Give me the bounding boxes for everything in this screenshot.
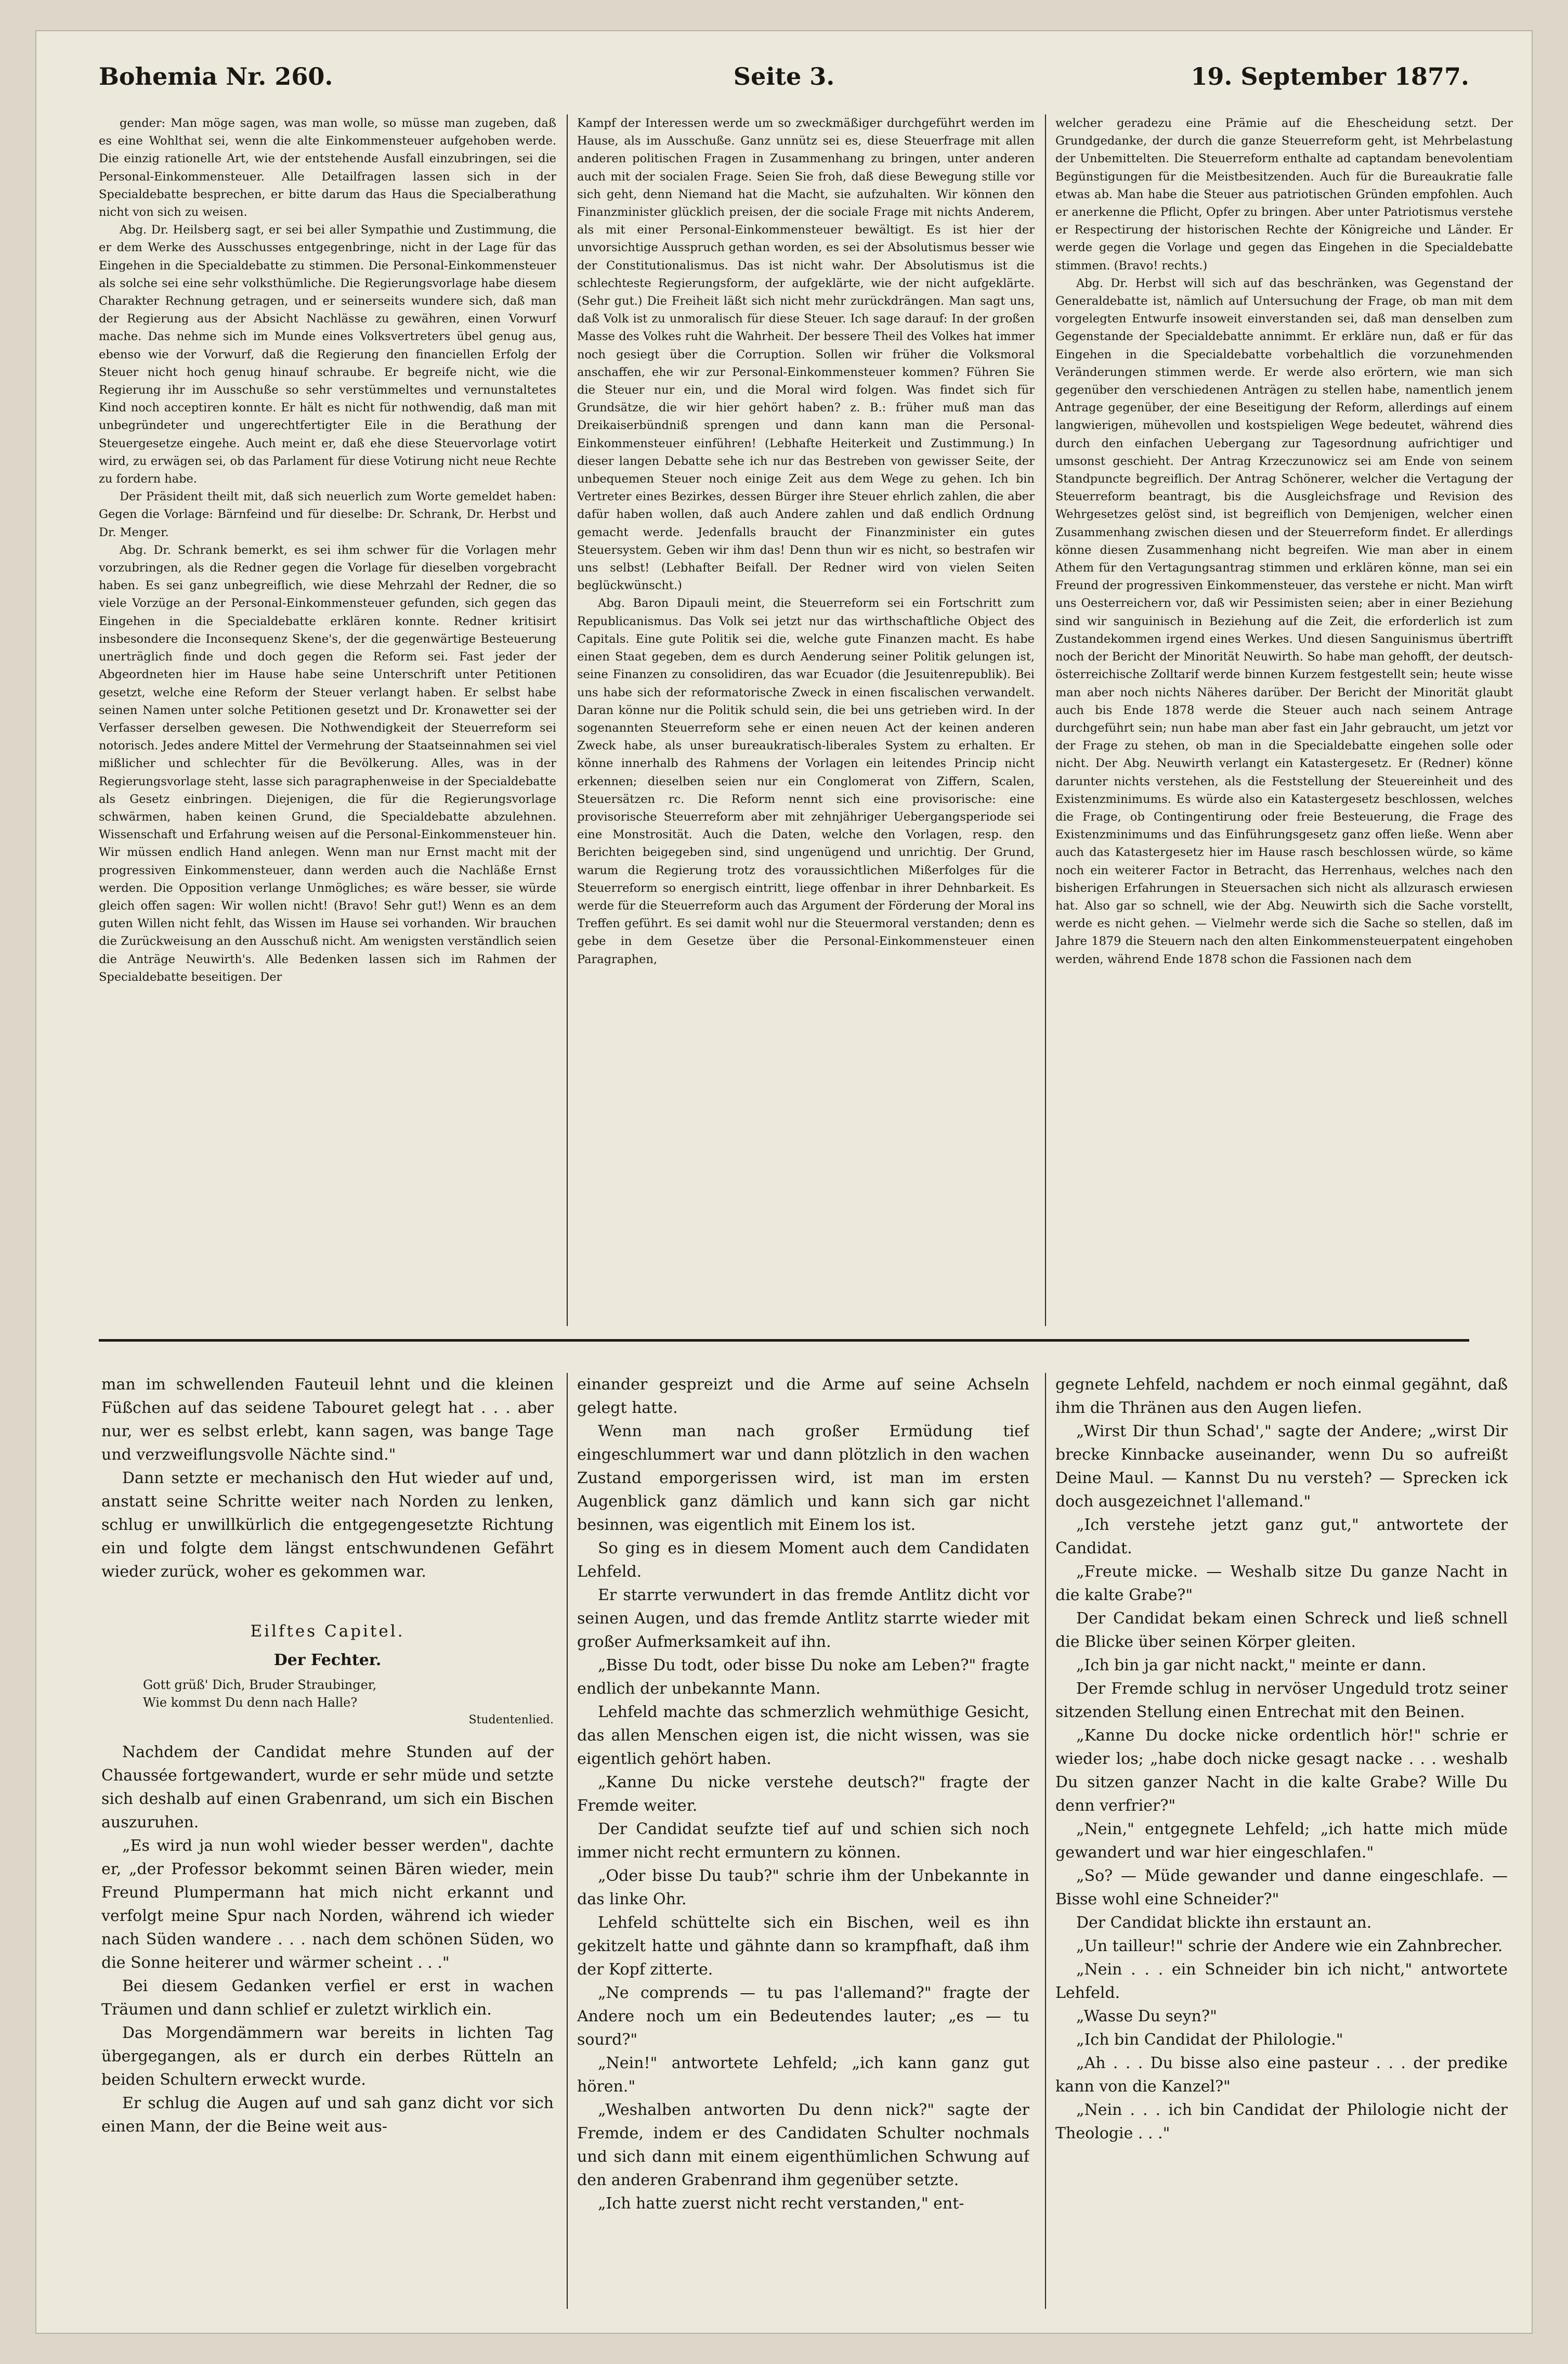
feuilleton-column-2	[577, 1373, 1029, 2309]
paragraph: Abg. Dr. Schrank bemerkt, es sei ihm schwer für die Vorlagen mehr vorzubringen, als die Redner gegen die Vorlage für dieselben vorgebracht haben. Es sei ganz unbegreiflich, wie diese Mehrzahl der Redner, die so viele Vorzüge an der Personal-Einkommensteuer gefunden, sich gegen das Eingehen in die Specialdebatte erklären konnte. Redner kritisirt insbesondere die Inconsequenz Skene's, der die gegenwärtige Besteuerung unerträglich finde und doch gegen die Reform sei. Fast jeder der Abgeordneten hier im Hause habe seine Unterschrift unter Petitionen gesetzt, welche eine Reform der Steuer verlangt haben. Er selbst habe seinen Namen unter solche Petitionen gesetzt und Dr. Kronawetter sei der Verfasser derselben gewesen. Die Nothwendigkeit der Steuerreform sei notorisch. Jedes andere Mittel der Vermehrung der Staatseinnahmen sei viel mißlicher und schlechter für die Bevölkerung. Alles, was in der Regierungsvorlage steht, lasse sich paragraphenweise in der Specialdebatte als Gesetz einbringen. Diejenigen, die für die Regierungsvorlage schwärmen, haben keinen Grund, die Specialdebatte abzulehnen. Wissenschaft und Erfahrung weisen auf die Personal-Einkommensteuer hin. Wir müssen endlich Hand anlegen. Wenn man nur Ernst macht mit der progressiven Einkommensteuer, dann werden auch die Nachläße Ernst werden. Die Opposition verlange Unmögliches; es wäre besser, sie würde gleich offen sagen: Wir wollen nicht! (Bravo! Sehr gut!) Wenn es an dem guten Willen nicht fehlt, das Wissen im Hause sei vorhanden. Wir brauchen die Zurückweisung an den Ausschuß nicht. Am wenigsten verständlich seien die Anträge Neuwirth's. Alle Bedenken lassen sich im Rahmen der Specialdebatte beseitigen. Der	[99, 543, 556, 984]
paragraph: Der Candidat seufzte tief auf und schien sich noch immer nicht recht ermuntern zu können.	[577, 1820, 1029, 1862]
paragraph: „Un tailleur!" schrie der Andere wie ein Zahnbrecher.	[1076, 1937, 1503, 1955]
page-number: Seite 3.	[733, 62, 835, 90]
motto-source: Studentenlied.	[468, 1713, 554, 1726]
column-divider	[1045, 114, 1046, 1326]
paragraph: „Freute micke. — Weshalb sitze Du ganze Nacht in die kalte Grabe?"	[1055, 1563, 1508, 1604]
paragraph: Der Candidat bekam einen Schreck und ließ schnell die Blicke über seinen Körper gleiten.	[1055, 1609, 1508, 1651]
report-column-3	[1055, 114, 1513, 1326]
paragraph: „Wirst Dir thun Schad'," sagte der Andere; „wirst Dir brecke Kinnbacke auseinander, wenn Du so aufreißt Deine Maul. — Kannst Du nu versteh? — Sprecken ick doch ausgezeichnet l'allemand."	[1055, 1422, 1508, 1511]
masthead	[99, 52, 1469, 99]
issue-number: Bohemia Nr. 260.	[99, 62, 333, 90]
feuilleton-column-3	[1055, 1373, 1508, 2309]
paragraph: „Nein . . . ein Schneider bin ich nicht," antwortete Lehfeld.	[1055, 1960, 1508, 2002]
paragraph: gegnete Lehfeld, nachdem er noch einmal gegähnt, daß ihm die Thränen aus den Augen liefen.	[1055, 1375, 1508, 1417]
paragraph: Abg. Baron Dipauli meint, die Steuerreform sei ein Fortschritt zum Republicanismus. Das Volk sei jetzt nur das wirthschaftliche Object des Capitals. Eine gute Politik sei die, welche gute Finanzen macht. Es habe einen Staat gegeben, dem es durch Aenderung seiner Politik gelungen ist, seine Finanzen zu consolidiren, das war Ecuador (die Jesuitenrepublik). Bei uns habe sich der reformatorische Zweck in einen fiscalischen verwandelt. Daran könne nur die Politik schuld sein, die bei uns getrieben wird. In der sogenannten Steuerreform sehe er einen neuen Act der keinen anderen Zweck habe, als unser bureaukratisch-liberales System zu erhalten. Er könne innerhalb des Rahmens der Vorlagen ein leitendes Princip nicht erkennen; dieselben seien nur ein Conglomerat von Ziffern, Scalen, Steuersätzen rc. Die Reform nennt sich eine provisorische: eine provisorische Steuerreform aber mit zehnjähriger Uebergangsperiode sei eine Monstrosität. Auch die Daten, welche den Vorlagen, resp. den Berichten beigegeben sind, sind ungenügend und unrichtig. Der Grund, warum die Regierung trotz des voraussichtlichen Mißerfolges für die Steuerreform so energisch eintritt, liege offenbar in ihrer Dehnbarkeit. Es werde für die Steuerreform auch das Argument der Förderung der Moral ins Treffen geführt. Es sei damit wohl nur die Steuermoral verstanden; denn es gebe in dem Gesetze über die Personal-Einkommensteuer einen Paragraphen,	[577, 596, 1035, 966]
paragraph: „Ich bin Candidat der Philologie."	[1076, 2031, 1343, 2049]
paragraph: Er starrte verwundert in das fremde Antlitz dicht vor seinen Augen, und das fremde Antlitz starrte wieder mit großer Aufmerksamkeit auf ihn.	[577, 1586, 1029, 1651]
paragraph: Dann setzte er mechanisch den Hut wieder auf und, anstatt seine Schritte weiter nach Norden zu lenken, schlug er unwillkürlich die entgegengesetzte Richtung ein und folgte dem längst entschwundenen Gefährt wieder zurück, woher es gekommen war.	[101, 1469, 554, 1581]
paragraph: man im schwellenden Fauteuil lehnt und die kleinen Füßchen auf das seidene Tabouret gelegt hat . . . aber nur, wer es selbst erlebt, kann sagen, was bange Tage und verzweiflungsvolle Nächte sind."	[101, 1375, 554, 1464]
paragraph: Kampf der Interessen werde um so zweckmäßiger durchgeführt werden im Hause, als im Ausschuße. Ganz unnütz sei es, diese Steuerfrage mit allen anderen politischen Fragen in Zusammenhang zu bringen, unter anderen auch mit der socialen Frage. Seien Sie froh, daß diese Bewegung stille vor sich geht, denn Niemand hat die Macht, sie aufzuhalten. Wir können den Finanzminister glücklich preisen, der die sociale Frage mit nichts Anderem, als mit einer Personal-Einkommensteuer bewältigt. Es ist hier der unvorsichtige Ausspruch gethan worden, es sei der Absolutismus besser wie der Constitutionalismus. Das ist nicht wahr. Der Absolutismus ist die schlechteste Regierungsform, der aufgeklärte, wie der nicht aufgeklärte. (Sehr gut.) Die Freiheit läßt sich nicht mehr zurückdrängen. Man sagt uns, daß Volk ist zu unmoralisch für diese Steuer. Ich sage darauf: In der großen Masse des Volkes ruht die Wahrheit. Der bessere Theil des Volkes hat immer noch gesiegt über die Corruption. Sollen wir früher die Volksmoral anschaffen, ehe wir zur Personal-Einkommensteuer kommen? Führen Sie die Steuer nur ein, und die Moral wird folgen. Was findet sich für Grundsätze, die wir hier gehört haben? z. B.: früher muß man das Dreikaiserbündniß sprengen und dann kann man die Personal-Einkommensteuer einführen! (Lebhafte Heiterkeit und Zustimmung.) In dieser langen Debatte sehe ich nur das Bestreben von gewisser Seite, der unbequemen Steuer noch einige Zeit aus dem Wege zu gehen. Ich bin Vertreter eines Bezirkes, dessen Bürger ihre Steuer ehrlich zahlen, die aber dafür haben wollen, daß auch Andere zahlen und daß endlich Ordnung gemacht werde. Jedenfalls braucht der Finanzminister ein gutes Steuersystem. Geben wir ihm das! Denn thun wir es nicht, so bestrafen wir uns selbst! (Lebhafter Beifall. Der Redner wird von vielen Seiten beglückwünscht.)	[577, 116, 1035, 593]
paragraph: „Weshalben antworten Du denn nick?" sagte der Fremde, indem er des Candidaten Schulter nochmals und sich dann mit einem eigenthümlichen Schwung auf den anderen Grabenrand ihm gegenüber setzte.	[577, 2101, 1029, 2189]
paragraph: Abg. Dr. Heilsberg sagt, er sei bei aller Sympathie und Zustimmung, die er dem Werke des Ausschusses entgegenbringe, nicht in der Lage für das Eingehen in die Specialdebatte zu stimmen. Die Personal-Einkommensteuer als solche sei eine sehr volksthümliche. Die Regierungsvorlage habe diesem Charakter Rechnung getragen, und er seinerseits wundere sich, daß man der Regierung aus der Absicht Nachlässe zu gewähren, einen Vorwurf mache. Das nehme sich im Munde eines Volksvertreters übel genug aus, ebenso wie der Vorwurf, daß die Regierung den financiellen Erfolg der Steuer nicht hoch genug hinauf schraube. Er begreife nicht, wie die Regierung ihr im Ausschuße so sehr verstümmeltes und vernunstaltetes Kind noch acceptiren konnte. Er hält es nicht für nothwendig, daß man mit unbegründeter und ungerechtfertigter Eile in die Berathung der Steuergesetze eingehe. Auch meint er, daß ehe diese Steuervorlage votirt wird, zu erwägen sei, ob das Parlament für diese Votirung nicht neue Rechte zu fordern habe.	[99, 223, 556, 486]
paragraph: „Nein," entgegnete Lehfeld; „ich hatte mich müde gewandert und war hier eingeschlafen."	[1055, 1820, 1508, 1862]
paragraph: „Ich bin ja gar nicht nackt," meinte er dann.	[1076, 1656, 1427, 1674]
report-column-1	[99, 114, 556, 1326]
paragraph: Lehfeld machte das schmerzlich wehmüthige Gesicht, das allen Menschen eigen ist, die nicht wissen, was sie eigentlich gehört haben.	[577, 1703, 1029, 1768]
column-divider	[1045, 1373, 1046, 2309]
chapter-motto	[101, 1676, 554, 1729]
paragraph: Lehfeld schüttelte sich ein Bischen, weil es ihn gekitzelt hatte und gähnte dann so krampfhaft, daß ihm der Kopf zitterte.	[577, 1914, 1029, 1979]
newspaper-page	[36, 31, 1532, 2333]
paragraph: „Ich verstehe jetzt ganz gut," antwortete der Candidat.	[1055, 1516, 1508, 1557]
paragraph: „Wasse Du seyn?"	[1076, 2007, 1217, 2025]
paragraph: „Nein . . . ich bin Candidat der Philologie nicht der Theologie . . ."	[1055, 2101, 1508, 2142]
column-divider	[567, 114, 568, 1326]
motto-line: Gott grüß' Dich, Bruder Straubinger,	[143, 1678, 377, 1692]
paragraph: „Kanne Du nicke verstehe deutsch?" fragte der Fremde weiter.	[577, 1773, 1029, 1815]
paragraph: Bei diesem Gedanken verfiel er erst in wachen Träumen und dann schlief er zuletzt wirklich ein.	[101, 1977, 554, 2019]
paragraph: Er schlug die Augen auf und sah ganz dicht vor sich einen Mann, der die Beine weit aus-	[101, 2094, 554, 2136]
paragraph: „Ne comprends — tu pas l'allemand?" fragte der Andere noch um ein Bedeutendes lauter; „es — tu sourd?"	[577, 1984, 1029, 2049]
paragraph: „Nein!" antwortete Lehfeld; „ich kann ganz gut hören."	[577, 2054, 1029, 2096]
paragraph: „Bisse Du todt, oder bisse Du noke am Leben?" fragte endlich der unbekannte Mann.	[577, 1656, 1029, 1698]
paragraph: welcher geradezu eine Prämie auf die Ehescheidung setzt. Der Grundgedanke, der durch die ganze Steuerreform geht, ist Mehrbelastung der Unbemittelten. Die Steuerreform enthalte ad captandam benevolentiam Begünstigungen für die Meistbesitzenden. Auch für die Bureaukratie falle etwas ab. Man habe die Steuer aus patriotischen Gründen empfohlen. Auch er anerkenne die Pflicht, Opfer zu bringen. Aber unter Patriotismus verstehe er Respectirung der historischen Rechte der Königreiche und Länder. Er werde gegen die Vorlage und gegen das Eingehen in die Specialdebatte stimmen. (Bravo! rechts.)	[1055, 116, 1513, 272]
paragraph: einander gespreizt und die Arme auf seine Achseln gelegt hatte.	[577, 1375, 1029, 1417]
paragraph: So ging es in diesem Moment auch dem Candidaten Lehfeld.	[577, 1539, 1029, 1581]
paragraph: „Oder bisse Du taub?" schrie ihm der Unbekannte in das linke Ohr.	[577, 1867, 1029, 1908]
report-column-2	[577, 114, 1035, 1326]
paragraph: Wenn man nach großer Ermüdung tief eingeschlummert war und dann plötzlich in den wachen Zustand emporgerissen wird, ist man im ersten Augenblick ganz dämlich und kann sich gar nicht besinnen, was eigentlich mit Einem los ist.	[577, 1422, 1029, 1534]
feuilleton-separator	[99, 1339, 1469, 1342]
paragraph: Das Morgendämmern war bereits in lichten Tag übergegangen, als er durch ein derbes Rütteln an beiden Schultern erweckt wurde.	[101, 2024, 554, 2089]
paragraph: gender: Man möge sagen, was man wolle, so müsse man zugeben, daß es eine Wohlthat sei, wenn die alte Einkommensteuer aufgehoben werde. Die einzig rationelle Art, wie der entstehende Ausfall einzubringen, sei die Personal-Einkommensteuer. Alle Detailfragen lassen sich in der Specialdebatte besprechen, er bitte darum das Haus die Specialberathung nicht von sich zu weisen.	[99, 116, 556, 219]
paragraph: Abg. Dr. Herbst will sich auf das beschränken, was Gegenstand der Generaldebatte ist, nämlich auf Untersuchung der Frage, ob man mit dem vorgelegten Entwurfe insoweit einverstanden sei, daß man denselben zum Gegenstande der Specialdebatte annimmt. Er erkläre nun, daß er für das Eingehen in die Specialdebatte vorbehaltlich die vorzunehmenden Veränderungen stimmen werde. Er werde also erörtern, wie man sich gegenüber den verschiedenen Anträgen zu stellen habe, namentlich jenem Antrage gegenüber, der eine Beseitigung der Reform, allerdings auf einem langwierigen, mühevollen und kostspieligen Wege bedeutet, während dies durch den einfachen Uebergang zur Tagesordnung aufrichtiger und umsonst geschieht. Der Antrag Krzeczunowicz sei am Ende von seinem Standpuncte begreiflich. Der Antrag Schönerer, welcher die Vertagung der Steuerreform beantragt, bis die Ausgleichsfrage und Revision des Wehrgesetzes gelöst sind, ist begreiflich von Demjenigen, welcher einen Zusammenhang zwischen diesen und der Steuerreform findet. Er allerdings könne diesen Zusammenhang nicht begreifen. Wie man aber in einem Athem für den Vertagungsantrag stimmen und erklären könne, man sei ein Freund der progressiven Einkommensteuer, das verstehe er nicht. Man wirft uns Oesterreichern vor, daß wir Pessimisten seien; aber in einer Beziehung sind wir sanguinisch in Beziehung auf die Zeit, die erforderlich ist zum Zustandekommen irgend eines Werkes. Und diesen Sanguinismus übertrifft noch der Bericht der Minorität Neuwirth. So habe man gehofft, der deutsch-österreichische Zolltarif werde binnen Kurzem festgestellt sein; heute wisse man aber noch nichts Näheres darüber. Der Bericht der Minorität glaubt auch bis Ende 1878 werde die Steuer auch nach seinem Antrage durchgeführt sein; nun habe man aber fast ein Jahr gebraucht, um jetzt vor der Frage zu stehen, ob man in die Specialdebatte eingehen solle oder nicht. Der Abg. Neuwirth verlangt ein Katastergesetz. Er (Redner) könne darunter nichts verstehen, als die Feststellung der Steuereinheit und des Existenzminimums. Es würde also ein Katastergesetz beschlossen, welches die Frage, ob Contingentirung oder freie Besteuerung, die Frage des Existenzminimums und das Einführungsgesetz ganz offen ließe. Wenn aber auch das Katastergesetz hier im Hause rasch beschlossen würde, so käme noch ein weiterer Factor in Betracht, das Herrenhaus, welches nach den bisherigen Erfahrungen in Steuersachen sich nicht als allzurasch erwiesen hat. Also gar so schnell, wie der Abg. Neuwirth sich die Sache vorstellt, werde es nicht gehen. — Vielmehr werde sich die Sache so stellen, daß im Jahre 1879 die Steuern nach den alten Einkommensteuerpatent eingehoben werden, während Ende 1878 schon die Fassionen nach dem	[1055, 276, 1513, 966]
paragraph: Der Fremde schlug in nervöser Ungeduld trotz seiner sitzenden Stellung einen Entrechat mit den Beinen.	[1055, 1680, 1508, 1721]
paragraph: „Kanne Du docke nicke ordentlich hör!" schrie er wieder los; „habe doch nicke gesagt nacke . . . weshalb Du sitzen ganzer Nacht in die kalte Grabe? Wille Du denn verfrier?"	[1055, 1726, 1508, 1815]
paragraph: „Es wird ja nun wohl wieder besser werden", dachte er, „der Professor bekommt seinen Bären wieder, mein Freund Plumpermann hat mich nicht erkannt und verfolgt meine Spur nach Norden, während ich wieder nach Süden wandere . . . nach dem schönen Süden, wo die Sonne heiterer und wärmer scheint . . ."	[101, 1837, 554, 1972]
column-divider	[567, 1373, 568, 2309]
paragraph: Der Präsident theilt mit, daß sich neuerlich zum Worte gemeldet haben: Gegen die Vorlage: Bärnfeind und für dieselbe: Dr. Schrank, Dr. Herbst und Dr. Menger.	[99, 490, 556, 539]
feuilleton-column-1	[101, 1373, 554, 2309]
chapter-subtitle: Der Fechter.	[273, 1651, 382, 1669]
paragraph: Nachdem der Candidat mehre Stunden auf der Chaussée fortgewandert, wurde er sehr müde und setzte sich deshalb auf einen Grabenrand, um sich ein Bischen auszuruhen.	[101, 1743, 554, 1832]
issue-date: 19. September 1877.	[1191, 62, 1469, 90]
paragraph: „So? — Müde gewander und danne eingeschlafe. — Bisse wohl eine Schneider?"	[1055, 1867, 1508, 1908]
paragraph: „Ich hatte zuerst nicht recht verstanden," ent-	[598, 2194, 964, 2213]
motto-line: Wie kommst Du denn nach Halle?	[143, 1695, 358, 1710]
chapter-title: Eilftes Capitel.	[250, 1622, 405, 1641]
paragraph: „Ah . . . Du bisse also eine pasteur . . . der predike kann von die Kanzel?"	[1055, 2054, 1508, 2096]
paragraph: Der Candidat blickte ihn erstaunt an.	[1076, 1914, 1372, 1932]
